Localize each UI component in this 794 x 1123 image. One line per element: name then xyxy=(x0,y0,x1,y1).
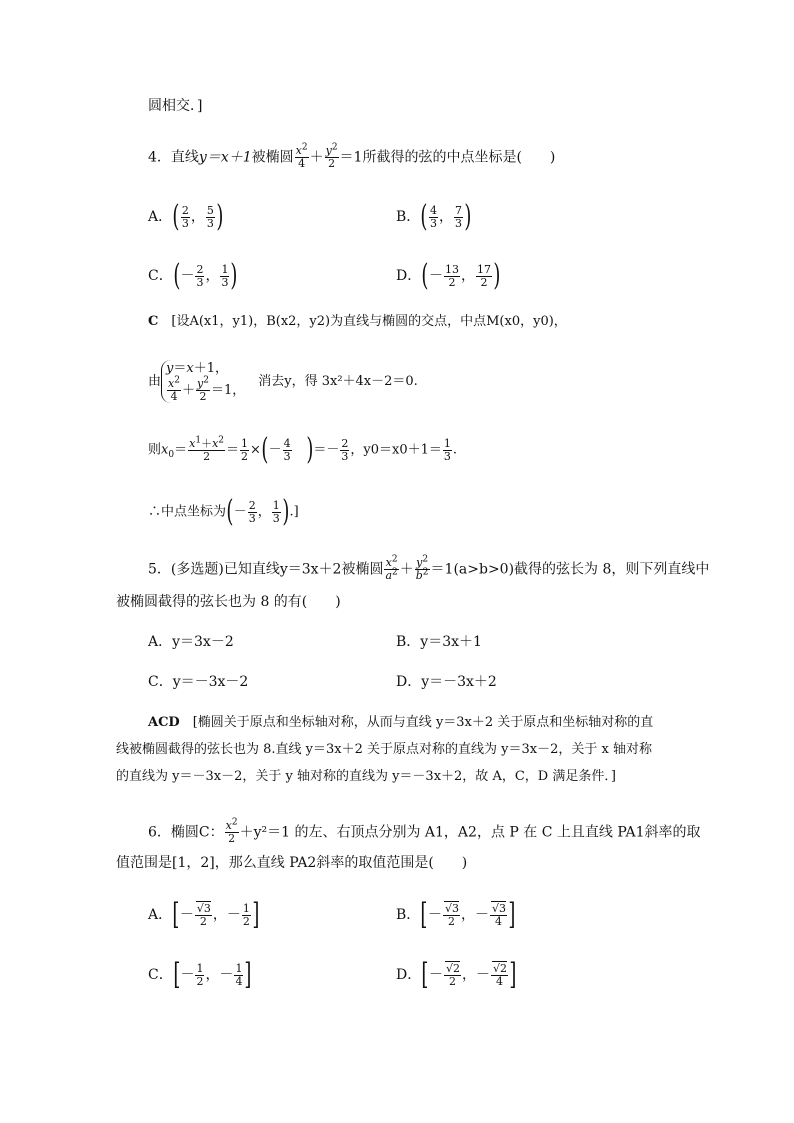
q4-solution-line4: ∴中点坐标为(－ $\frac{2}{3}$ ， $\frac{1}{3}$ ).] xyxy=(148,494,299,529)
q5-answer: ACD xyxy=(148,715,180,730)
q5-option-b[interactable]: B．y＝3x＋1 xyxy=(396,634,482,650)
q5-option-c[interactable]: C．y＝－3x－2 xyxy=(148,674,249,690)
question-6-stem-line1: 6．椭圆C： $\frac{x^2}{2}$ ＋y²＝1 的左、右顶点分别为 A1，A2，点 P 在 C 上且直线 PA1斜率的取 xyxy=(148,817,701,845)
question-5-stem-line2: 被椭圆截得的弦长也为 8 的有( ) xyxy=(116,594,341,610)
q6-option-a[interactable]: A．[－ $\frac{√3}{2}$ ，－ $\frac{1}{2}$ ] xyxy=(148,897,260,932)
q4-solution-line1: C [设A(x1，y1)，B(x2，y2)为直线与椭圆的交点，中点M(x0，y0)， xyxy=(148,314,567,329)
q4-option-d[interactable]: D．(－ $\frac{13}{2}$ ， $\frac{17}{2}$ ) xyxy=(396,258,501,293)
q4-line-equation: y＝x＋1 xyxy=(198,149,252,166)
q5-solution-line2: 线被椭圆截得的弦长也为 8.直线 y＝3x＋2 关于原点对称的直线为 y＝3x－2，关于 x 轴对称 xyxy=(116,742,652,757)
question-5-stem-line1: 5．(多选题)已知直线y＝3x＋2被椭圆 $\frac{x^2}{a^2}$ ＋ $\frac{y^2}{b^2}$ ＝1(a>b>0)截得的弦长为 8，则下列直线中 xyxy=(148,554,710,582)
q6-option-c[interactable]: C．[－ $\frac{1}{2}$ ，－ $\frac{1}{4}$ ] xyxy=(148,957,252,992)
q5-solution-line3: 的直线为 y＝－3x－2，关于 y 轴对称的直线为 y＝－3x＋2，故 A，C，D 满足条件．] xyxy=(116,769,616,784)
q4-option-b[interactable]: B．( $\frac{4}{3}$ ， $\frac{7}{3}$ ) xyxy=(396,199,472,234)
q4-stem-prefix: 4．直线 xyxy=(148,149,199,166)
q4-ellipse-frac-x: $\frac{x^2}{4}$ xyxy=(295,142,308,170)
q4-equation-system: y＝x＋1， $\frac{x^2}{4}$ ＋ $\frac{y^2}{2}$ ＝1， xyxy=(161,360,245,403)
q5-option-a[interactable]: A．y＝3x－2 xyxy=(148,634,234,650)
q5-option-d[interactable]: D．y＝－3x＋2 xyxy=(396,674,497,690)
q4-stem-mid: 被椭圆 xyxy=(251,149,294,166)
q4-answer: C xyxy=(148,314,159,329)
q4-solution-line2: 由y＝x＋1， $\frac{x^2}{4}$ ＋ $\frac{y^2}{2}$ ＝1， 消去y，得 3x²＋4x－2＝0. xyxy=(148,361,418,403)
q4-solution-line3: 则$x_0=$ $\frac{x^1+x^2}{2}$ ＝ $\frac{1}{2}$ ×(－ $\frac{4}{3}$ )＝－ $\frac{2}{3}$ ，y0＝x0＋1＝ $\frac{1}{3}$ . xyxy=(148,432,458,467)
q6-option-d[interactable]: D．[－ $\frac{√2}{2}$ ，－ $\frac{√2}{4}$ ] xyxy=(396,957,517,992)
q5-solution-line1: ACD [椭圆关于原点和坐标轴对称，从而与直线 y＝3x＋2 关于原点和坐标轴对称的直 xyxy=(148,715,654,730)
q4-option-c[interactable]: C．(－ $\frac{2}{3}$ ， $\frac{1}{3}$ ) xyxy=(148,258,238,293)
q6-option-b[interactable]: B．[－ $\frac{√3}{2}$ ，－ $\frac{√3}{4}$ ] xyxy=(396,897,516,932)
q4-ellipse-frac-y: $\frac{y^2}{2}$ xyxy=(325,142,338,170)
top-fragment: 圆相交．] xyxy=(148,98,203,114)
question-6-stem-line2: 值范围是[1，2]，那么直线 PA2斜率的取值范围是( ) xyxy=(116,855,468,871)
question-4-stem: 4．直线y＝x＋1被椭圆 $\frac{x^2}{4}$ ＋ $\frac{y^2}{2}$ ＝1所截得的弦的中点坐标是( ) xyxy=(148,142,556,170)
q4-stem-suffix: ＝1所截得的弦的中点坐标是( ) xyxy=(339,149,556,166)
q4-option-a[interactable]: A．( $\frac{2}{3}$ ， $\frac{5}{3}$ ) xyxy=(148,199,224,234)
